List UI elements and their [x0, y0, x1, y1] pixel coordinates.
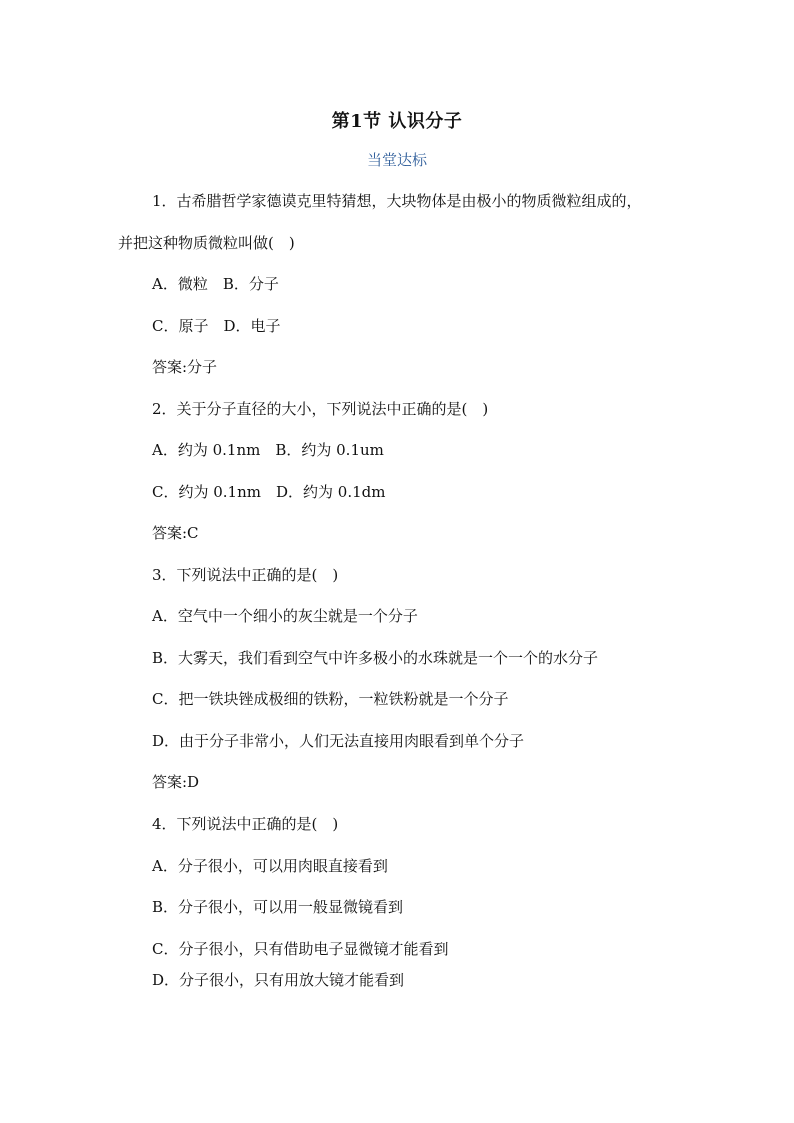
question-4-option-a: A．分子很小，可以用肉眼直接看到 [152, 857, 388, 875]
question-1-stem-line1: 1．古希腊哲学家德谟克里特猜想，大块物体是由极小的物质微粒组成的， [152, 192, 642, 210]
question-1-option-row-2: C．原子 D．电子 [152, 317, 281, 335]
question-4-option-d: D．分子很小，只有用放大镜才能看到 [152, 971, 405, 989]
question-2-stem: 2．关于分子直径的大小，下列说法中正确的是( ) [152, 400, 489, 418]
section-subtitle: 当堂达标 [366, 151, 427, 169]
question-4-stem: 4．下列说法中正确的是( ) [152, 815, 339, 833]
question-4-option-b: B．分子很小，可以用一般显微镜看到 [152, 898, 404, 916]
question-1-stem-line2: 并把这种物质微粒叫做( ) [118, 234, 295, 252]
question-3-answer: 答案:D [152, 773, 200, 791]
question-1-answer: 答案:分子 [152, 358, 218, 376]
question-3-stem: 3．下列说法中正确的是( ) [152, 566, 339, 584]
question-2-option-row-2: C．约为 0.1nm D．约为 0.1dm [152, 483, 386, 501]
question-3-option-d: D．由于分子非常小，人们无法直接用肉眼看到单个分子 [152, 732, 525, 750]
page-title: 第1节 认识分子 [331, 111, 463, 132]
question-2-answer: 答案:C [152, 524, 199, 542]
question-3-option-c: C．把一铁块锉成极细的铁粉，一粒铁粉就是一个分子 [152, 690, 509, 708]
question-3-option-a: A．空气中一个细小的灰尘就是一个分子 [152, 607, 418, 625]
question-2-option-row-1: A．约为 0.1nm B．约为 0.1um [152, 441, 384, 459]
question-3-option-b: B．大雾天，我们看到空气中许多极小的水珠就是一个一个的水分子 [152, 649, 599, 667]
question-1-option-row-1: A．微粒 B．分子 [152, 275, 279, 293]
question-4-option-c: C．分子很小，只有借助电子显微镜才能看到 [152, 940, 449, 958]
